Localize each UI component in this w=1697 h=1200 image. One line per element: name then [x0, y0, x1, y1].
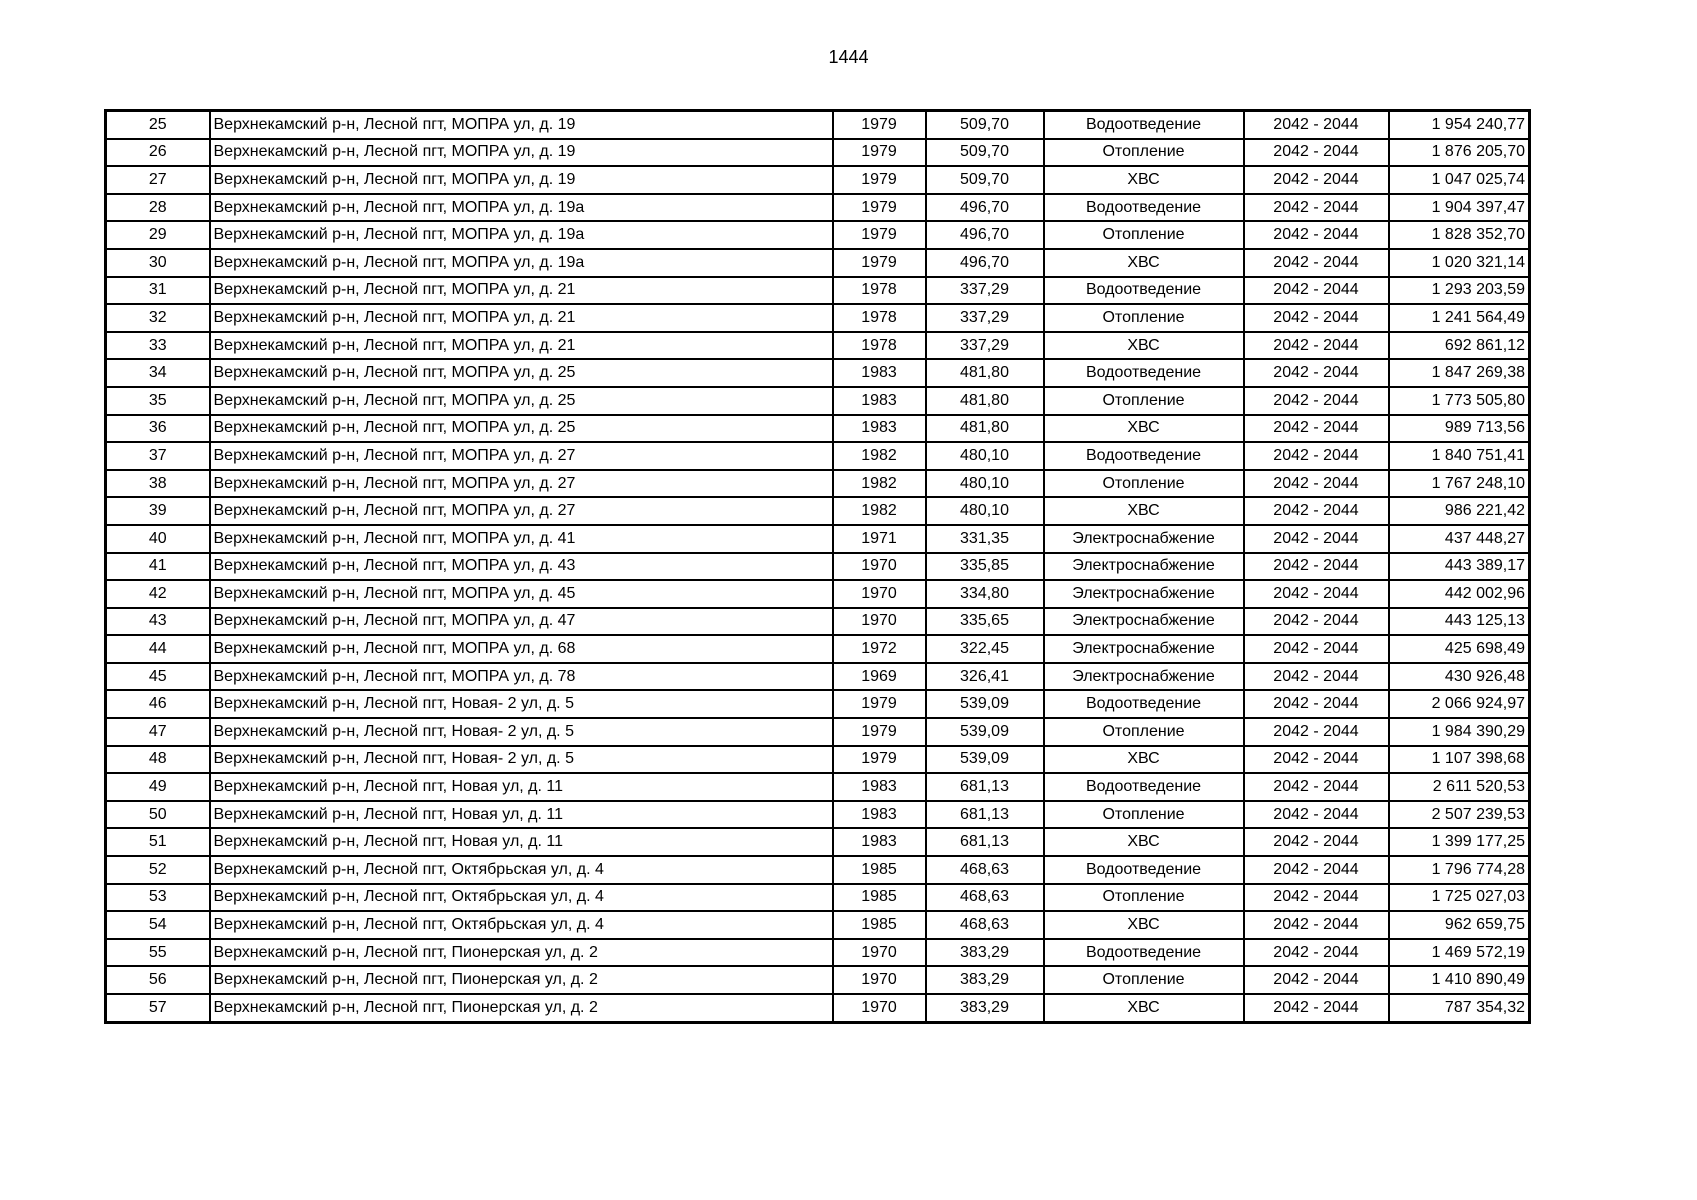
period-cell: 2042 - 2044 — [1244, 773, 1389, 801]
cost-cell: 787 354,32 — [1389, 994, 1530, 1022]
period-cell: 2042 - 2044 — [1244, 966, 1389, 994]
table-row — [106, 856, 1530, 884]
period-cell: 2042 - 2044 — [1244, 994, 1389, 1022]
area-cell: 481,80 — [926, 387, 1044, 415]
row-number-cell: 55 — [106, 939, 210, 967]
address-cell: Верхнекамский р-н, Лесной пгт, МОПРА ул, д. 47 — [210, 608, 833, 636]
work-type-cell: Отопление — [1044, 221, 1244, 249]
table-row — [106, 994, 1530, 1022]
work-type-cell: Электроснабжение — [1044, 553, 1244, 581]
cost-cell: 2 066 924,97 — [1389, 690, 1530, 718]
year-built-cell: 1979 — [833, 718, 926, 746]
area-cell: 481,80 — [926, 415, 1044, 443]
work-type-cell: Водоотведение — [1044, 277, 1244, 305]
address-cell: Верхнекамский р-н, Лесной пгт, МОПРА ул, д. 19а — [210, 249, 833, 277]
area-cell: 480,10 — [926, 497, 1044, 525]
cost-cell: 1 725 027,03 — [1389, 884, 1530, 912]
address-cell: Верхнекамский р-н, Лесной пгт, Октябрьская ул, д. 4 — [210, 856, 833, 884]
area-cell: 337,29 — [926, 277, 1044, 305]
cost-cell: 1 847 269,38 — [1389, 359, 1530, 387]
row-number-cell: 39 — [106, 497, 210, 525]
period-cell: 2042 - 2044 — [1244, 801, 1389, 829]
work-type-cell: Электроснабжение — [1044, 525, 1244, 553]
period-cell: 2042 - 2044 — [1244, 304, 1389, 332]
address-cell: Верхнекамский р-н, Лесной пгт, МОПРА ул, д. 25 — [210, 415, 833, 443]
work-type-cell: ХВС — [1044, 332, 1244, 360]
address-cell: Верхнекамский р-н, Лесной пгт, Новая- 2 ул, д. 5 — [210, 718, 833, 746]
year-built-cell: 1982 — [833, 497, 926, 525]
row-number-cell: 45 — [106, 663, 210, 691]
period-cell: 2042 - 2044 — [1244, 111, 1389, 139]
cost-cell: 1 876 205,70 — [1389, 139, 1530, 167]
row-number-cell: 53 — [106, 884, 210, 912]
address-cell: Верхнекамский р-н, Лесной пгт, Новая ул, д. 11 — [210, 773, 833, 801]
address-cell: Верхнекамский р-н, Лесной пгт, Новая ул, д. 11 — [210, 828, 833, 856]
period-cell: 2042 - 2044 — [1244, 387, 1389, 415]
work-type-cell: Отопление — [1044, 884, 1244, 912]
address-cell: Верхнекамский р-н, Лесной пгт, МОПРА ул, д. 19 — [210, 139, 833, 167]
period-cell: 2042 - 2044 — [1244, 884, 1389, 912]
row-number-cell: 25 — [106, 111, 210, 139]
area-cell: 496,70 — [926, 221, 1044, 249]
area-cell: 509,70 — [926, 111, 1044, 139]
year-built-cell: 1970 — [833, 553, 926, 581]
table-row — [106, 304, 1530, 332]
year-built-cell: 1979 — [833, 111, 926, 139]
area-cell: 334,80 — [926, 580, 1044, 608]
row-number-cell: 52 — [106, 856, 210, 884]
period-cell: 2042 - 2044 — [1244, 718, 1389, 746]
address-cell: Верхнекамский р-н, Лесной пгт, МОПРА ул, д. 19 — [210, 166, 833, 194]
address-cell: Верхнекамский р-н, Лесной пгт, МОПРА ул, д. 21 — [210, 304, 833, 332]
year-built-cell: 1978 — [833, 304, 926, 332]
year-built-cell: 1983 — [833, 359, 926, 387]
period-cell: 2042 - 2044 — [1244, 415, 1389, 443]
row-number-cell: 56 — [106, 966, 210, 994]
year-built-cell: 1979 — [833, 166, 926, 194]
work-type-cell: Отопление — [1044, 387, 1244, 415]
table-row — [106, 663, 1530, 691]
table-row — [106, 635, 1530, 663]
table-row — [106, 332, 1530, 360]
year-built-cell: 1983 — [833, 828, 926, 856]
table-row — [106, 415, 1530, 443]
area-cell: 335,65 — [926, 608, 1044, 636]
table-row — [106, 580, 1530, 608]
table-row — [106, 746, 1530, 774]
period-cell: 2042 - 2044 — [1244, 746, 1389, 774]
cost-cell: 1 954 240,77 — [1389, 111, 1530, 139]
area-cell: 468,63 — [926, 911, 1044, 939]
area-cell: 539,09 — [926, 690, 1044, 718]
table-row — [106, 525, 1530, 553]
work-type-cell: Отопление — [1044, 801, 1244, 829]
period-cell: 2042 - 2044 — [1244, 166, 1389, 194]
row-number-cell: 50 — [106, 801, 210, 829]
period-cell: 2042 - 2044 — [1244, 828, 1389, 856]
cost-cell: 986 221,42 — [1389, 497, 1530, 525]
table-row — [106, 359, 1530, 387]
address-cell: Верхнекамский р-н, Лесной пгт, МОПРА ул, д. 41 — [210, 525, 833, 553]
area-cell: 480,10 — [926, 442, 1044, 470]
period-cell: 2042 - 2044 — [1244, 221, 1389, 249]
work-type-cell: Электроснабжение — [1044, 635, 1244, 663]
row-number-cell: 36 — [106, 415, 210, 443]
year-built-cell: 1985 — [833, 911, 926, 939]
cost-cell: 1 773 505,80 — [1389, 387, 1530, 415]
cost-cell: 1 904 397,47 — [1389, 194, 1530, 222]
area-cell: 681,13 — [926, 801, 1044, 829]
table-body — [106, 111, 1530, 1023]
work-type-cell: Отопление — [1044, 139, 1244, 167]
area-cell: 337,29 — [926, 332, 1044, 360]
cost-cell: 442 002,96 — [1389, 580, 1530, 608]
row-number-cell: 34 — [106, 359, 210, 387]
period-cell: 2042 - 2044 — [1244, 194, 1389, 222]
address-cell: Верхнекамский р-н, Лесной пгт, Пионерская ул, д. 2 — [210, 994, 833, 1022]
area-cell: 383,29 — [926, 966, 1044, 994]
work-type-cell: Электроснабжение — [1044, 580, 1244, 608]
row-number-cell: 35 — [106, 387, 210, 415]
cost-cell: 430 926,48 — [1389, 663, 1530, 691]
table-row — [106, 608, 1530, 636]
address-cell: Верхнекамский р-н, Лесной пгт, МОПРА ул, д. 27 — [210, 442, 833, 470]
area-cell: 509,70 — [926, 166, 1044, 194]
period-cell: 2042 - 2044 — [1244, 911, 1389, 939]
table-row — [106, 911, 1530, 939]
area-cell: 383,29 — [926, 994, 1044, 1022]
table-row — [106, 801, 1530, 829]
year-built-cell: 1979 — [833, 746, 926, 774]
row-number-cell: 43 — [106, 608, 210, 636]
work-type-cell: ХВС — [1044, 415, 1244, 443]
cost-cell: 692 861,12 — [1389, 332, 1530, 360]
cost-cell: 1 047 025,74 — [1389, 166, 1530, 194]
period-cell: 2042 - 2044 — [1244, 690, 1389, 718]
cost-cell: 1 828 352,70 — [1389, 221, 1530, 249]
row-number-cell: 51 — [106, 828, 210, 856]
work-type-cell: Отопление — [1044, 470, 1244, 498]
table-row — [106, 718, 1530, 746]
period-cell: 2042 - 2044 — [1244, 635, 1389, 663]
address-cell: Верхнекамский р-н, Лесной пгт, МОПРА ул, д. 25 — [210, 359, 833, 387]
address-cell: Верхнекамский р-н, Лесной пгт, МОПРА ул, д. 19 — [210, 111, 833, 139]
year-built-cell: 1971 — [833, 525, 926, 553]
row-number-cell: 37 — [106, 442, 210, 470]
cost-cell: 1 293 203,59 — [1389, 277, 1530, 305]
year-built-cell: 1970 — [833, 939, 926, 967]
year-built-cell: 1970 — [833, 580, 926, 608]
area-cell: 331,35 — [926, 525, 1044, 553]
work-type-cell: ХВС — [1044, 994, 1244, 1022]
work-type-cell: ХВС — [1044, 497, 1244, 525]
year-built-cell: 1983 — [833, 415, 926, 443]
table-row — [106, 277, 1530, 305]
period-cell: 2042 - 2044 — [1244, 470, 1389, 498]
work-type-cell: Электроснабжение — [1044, 663, 1244, 691]
work-type-cell: ХВС — [1044, 249, 1244, 277]
area-cell: 335,85 — [926, 553, 1044, 581]
work-type-cell: Водоотведение — [1044, 442, 1244, 470]
table-row — [106, 221, 1530, 249]
year-built-cell: 1970 — [833, 966, 926, 994]
period-cell: 2042 - 2044 — [1244, 608, 1389, 636]
table-row — [106, 387, 1530, 415]
address-cell: Верхнекамский р-н, Лесной пгт, МОПРА ул, д. 27 — [210, 470, 833, 498]
table-row — [106, 194, 1530, 222]
period-cell: 2042 - 2044 — [1244, 856, 1389, 884]
table-row — [106, 497, 1530, 525]
year-built-cell: 1983 — [833, 387, 926, 415]
year-built-cell: 1972 — [833, 635, 926, 663]
row-number-cell: 47 — [106, 718, 210, 746]
period-cell: 2042 - 2044 — [1244, 249, 1389, 277]
cost-cell: 2 611 520,53 — [1389, 773, 1530, 801]
address-cell: Верхнекамский р-н, Лесной пгт, Новая- 2 ул, д. 5 — [210, 690, 833, 718]
area-cell: 383,29 — [926, 939, 1044, 967]
area-cell: 481,80 — [926, 359, 1044, 387]
year-built-cell: 1979 — [833, 690, 926, 718]
period-cell: 2042 - 2044 — [1244, 525, 1389, 553]
row-number-cell: 42 — [106, 580, 210, 608]
year-built-cell: 1983 — [833, 773, 926, 801]
row-number-cell: 40 — [106, 525, 210, 553]
address-cell: Верхнекамский р-н, Лесной пгт, МОПРА ул, д. 21 — [210, 277, 833, 305]
row-number-cell: 29 — [106, 221, 210, 249]
work-type-cell: Отопление — [1044, 966, 1244, 994]
table-row — [106, 939, 1530, 967]
work-type-cell: Отопление — [1044, 718, 1244, 746]
cost-cell: 1 840 751,41 — [1389, 442, 1530, 470]
row-number-cell: 32 — [106, 304, 210, 332]
row-number-cell: 57 — [106, 994, 210, 1022]
year-built-cell: 1983 — [833, 801, 926, 829]
cost-cell: 1 767 248,10 — [1389, 470, 1530, 498]
period-cell: 2042 - 2044 — [1244, 277, 1389, 305]
cost-cell: 962 659,75 — [1389, 911, 1530, 939]
row-number-cell: 30 — [106, 249, 210, 277]
area-cell: 681,13 — [926, 828, 1044, 856]
cost-cell: 2 507 239,53 — [1389, 801, 1530, 829]
row-number-cell: 26 — [106, 139, 210, 167]
period-cell: 2042 - 2044 — [1244, 663, 1389, 691]
row-number-cell: 41 — [106, 553, 210, 581]
period-cell: 2042 - 2044 — [1244, 553, 1389, 581]
table-row — [106, 249, 1530, 277]
row-number-cell: 28 — [106, 194, 210, 222]
area-cell: 496,70 — [926, 249, 1044, 277]
table-row — [106, 828, 1530, 856]
year-built-cell: 1969 — [833, 663, 926, 691]
table-row — [106, 139, 1530, 167]
area-cell: 468,63 — [926, 884, 1044, 912]
work-type-cell: Водоотведение — [1044, 856, 1244, 884]
row-number-cell: 46 — [106, 690, 210, 718]
address-cell: Верхнекамский р-н, Лесной пгт, Пионерская ул, д. 2 — [210, 966, 833, 994]
area-cell: 539,09 — [926, 746, 1044, 774]
table-row — [106, 442, 1530, 470]
cost-cell: 443 389,17 — [1389, 553, 1530, 581]
period-cell: 2042 - 2044 — [1244, 359, 1389, 387]
cost-cell: 1 107 398,68 — [1389, 746, 1530, 774]
work-type-cell: Водоотведение — [1044, 194, 1244, 222]
address-cell: Верхнекамский р-н, Лесной пгт, МОПРА ул, д. 78 — [210, 663, 833, 691]
year-built-cell: 1985 — [833, 884, 926, 912]
year-built-cell: 1979 — [833, 249, 926, 277]
table-row — [106, 690, 1530, 718]
address-cell: Верхнекамский р-н, Лесной пгт, МОПРА ул, д. 68 — [210, 635, 833, 663]
cost-cell: 1 241 564,49 — [1389, 304, 1530, 332]
period-cell: 2042 - 2044 — [1244, 939, 1389, 967]
work-type-cell: ХВС — [1044, 166, 1244, 194]
area-cell: 326,41 — [926, 663, 1044, 691]
year-built-cell: 1982 — [833, 442, 926, 470]
area-cell: 322,45 — [926, 635, 1044, 663]
page-number: 1444 — [828, 47, 869, 67]
cost-cell: 1 984 390,29 — [1389, 718, 1530, 746]
year-built-cell: 1970 — [833, 608, 926, 636]
area-cell: 509,70 — [926, 139, 1044, 167]
row-number-cell: 44 — [106, 635, 210, 663]
address-cell: Верхнекамский р-н, Лесной пгт, МОПРА ул, д. 45 — [210, 580, 833, 608]
work-type-cell: Водоотведение — [1044, 773, 1244, 801]
cost-cell: 437 448,27 — [1389, 525, 1530, 553]
cost-cell: 425 698,49 — [1389, 635, 1530, 663]
address-cell: Верхнекамский р-н, Лесной пгт, МОПРА ул, д. 21 — [210, 332, 833, 360]
work-type-cell: ХВС — [1044, 746, 1244, 774]
period-cell: 2042 - 2044 — [1244, 442, 1389, 470]
cost-cell: 1 410 890,49 — [1389, 966, 1530, 994]
address-cell: Верхнекамский р-н, Лесной пгт, МОПРА ул, д. 19а — [210, 221, 833, 249]
table-row — [106, 166, 1530, 194]
row-number-cell: 38 — [106, 470, 210, 498]
address-cell: Верхнекамский р-н, Лесной пгт, МОПРА ул, д. 19а — [210, 194, 833, 222]
area-cell: 468,63 — [926, 856, 1044, 884]
cost-cell: 989 713,56 — [1389, 415, 1530, 443]
work-type-cell: Водоотведение — [1044, 359, 1244, 387]
work-type-cell: Электроснабжение — [1044, 608, 1244, 636]
table-row — [106, 111, 1530, 139]
row-number-cell: 27 — [106, 166, 210, 194]
table-row — [106, 553, 1530, 581]
work-type-cell: ХВС — [1044, 911, 1244, 939]
address-cell: Верхнекамский р-н, Лесной пгт, Октябрьская ул, д. 4 — [210, 884, 833, 912]
row-number-cell: 48 — [106, 746, 210, 774]
cost-cell: 1 020 321,14 — [1389, 249, 1530, 277]
area-cell: 496,70 — [926, 194, 1044, 222]
cost-cell: 1 796 774,28 — [1389, 856, 1530, 884]
period-cell: 2042 - 2044 — [1244, 139, 1389, 167]
address-cell: Верхнекамский р-н, Лесной пгт, Новая ул, д. 11 — [210, 801, 833, 829]
table-row — [106, 773, 1530, 801]
year-built-cell: 1982 — [833, 470, 926, 498]
work-type-cell: Водоотведение — [1044, 111, 1244, 139]
address-cell: Верхнекамский р-н, Лесной пгт, МОПРА ул, д. 27 — [210, 497, 833, 525]
work-type-cell: ХВС — [1044, 828, 1244, 856]
address-cell: Верхнекамский р-н, Лесной пгт, Октябрьская ул, д. 4 — [210, 911, 833, 939]
area-cell: 480,10 — [926, 470, 1044, 498]
area-cell: 337,29 — [926, 304, 1044, 332]
address-cell: Верхнекамский р-н, Лесной пгт, МОПРА ул, д. 43 — [210, 553, 833, 581]
period-cell: 2042 - 2044 — [1244, 580, 1389, 608]
row-number-cell: 49 — [106, 773, 210, 801]
year-built-cell: 1979 — [833, 221, 926, 249]
cost-cell: 1 469 572,19 — [1389, 939, 1530, 967]
work-type-cell: Водоотведение — [1044, 690, 1244, 718]
row-number-cell: 31 — [106, 277, 210, 305]
cost-cell: 1 399 177,25 — [1389, 828, 1530, 856]
year-built-cell: 1978 — [833, 332, 926, 360]
area-cell: 681,13 — [926, 773, 1044, 801]
address-cell: Верхнекамский р-н, Лесной пгт, Новая- 2 ул, д. 5 — [210, 746, 833, 774]
work-type-cell: Водоотведение — [1044, 939, 1244, 967]
cost-cell: 443 125,13 — [1389, 608, 1530, 636]
year-built-cell: 1970 — [833, 994, 926, 1022]
year-built-cell: 1978 — [833, 277, 926, 305]
year-built-cell: 1979 — [833, 139, 926, 167]
table-row — [106, 966, 1530, 994]
row-number-cell: 33 — [106, 332, 210, 360]
area-cell: 539,09 — [926, 718, 1044, 746]
year-built-cell: 1979 — [833, 194, 926, 222]
row-number-cell: 54 — [106, 911, 210, 939]
work-type-cell: Отопление — [1044, 304, 1244, 332]
repair-schedule-table — [104, 109, 1531, 1024]
period-cell: 2042 - 2044 — [1244, 332, 1389, 360]
address-cell: Верхнекамский р-н, Лесной пгт, МОПРА ул, д. 25 — [210, 387, 833, 415]
period-cell: 2042 - 2044 — [1244, 497, 1389, 525]
address-cell: Верхнекамский р-н, Лесной пгт, Пионерская ул, д. 2 — [210, 939, 833, 967]
table-row — [106, 884, 1530, 912]
table-row — [106, 470, 1530, 498]
year-built-cell: 1985 — [833, 856, 926, 884]
